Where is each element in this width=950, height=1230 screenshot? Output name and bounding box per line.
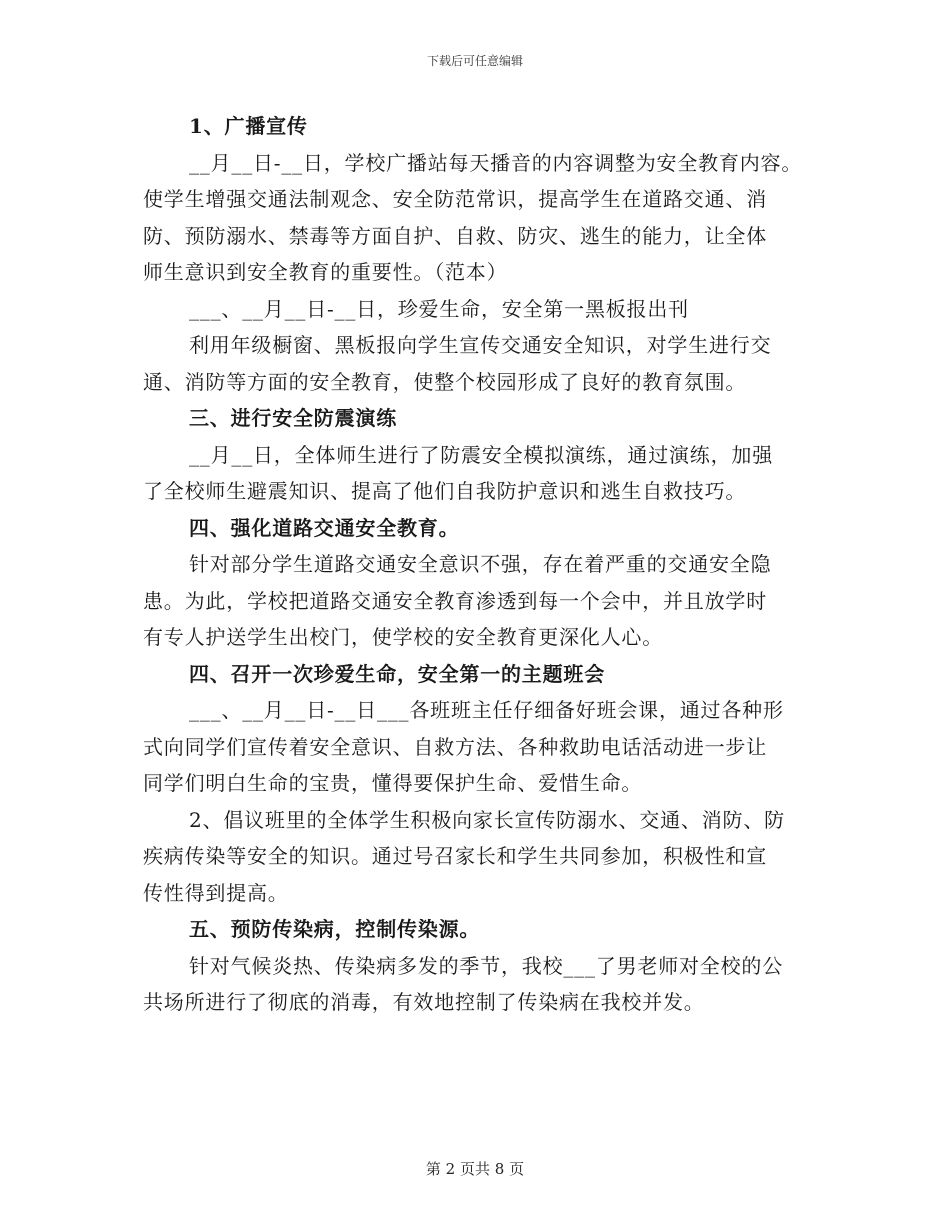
paragraph-line: 使学生增强交通法制观念、安全防范常识，提高学生在道路交通、消 [143,187,767,211]
section-heading: 五、预防传染病，控制传染源。 [189,917,481,941]
section-heading: 1、广播宣传 [189,114,308,138]
paragraph-line: 共场所进行了彻底的消毒，有效地控制了传染病在我校并发。 [143,990,705,1014]
paragraph-line: ___、__月__日-__日，珍爱生命，安全第一黑板报出刊 [189,296,689,321]
paragraph-line: 针对气候炎热、传染病多发的季节，我校___了男老师对全校的公 [189,953,783,978]
paragraph-line: __月__日-__日，学校广播站每天播音的内容调整为安全教育内容。 [189,150,803,175]
paragraph-line: 师生意识到安全教育的重要性。（范本） [143,260,508,284]
paragraph-line: 式向同学们宣传着安全意识、自救方法、各种救助电话活动进一步让 [143,734,767,759]
paragraph-line: 防、预防溺水、禁毒等方面自护、自救、防灾、逃生的能力，让全体 [143,223,767,248]
paragraph-line: 传性得到提高。 [143,880,289,905]
section-heading: 四、召开一次珍爱生命，安全第一的主题班会 [189,661,605,686]
paragraph-line: 同学们明白生命的宝贵，懂得要保护生命、爱惜生命。 [143,771,643,795]
paragraph-line: 有专人护送学生出校门，使学校的安全教育更深化人心。 [143,625,663,649]
paragraph-line: 患。为此，学校把道路交通安全教育渗透到每一个会中，并且放学时 [143,588,767,613]
page-number: 第 2 页共 8 页 [425,1160,525,1178]
paragraph-line: 通、消防等方面的安全教育，使整个校园形成了良好的教育氛围。 [143,369,747,394]
paragraph-line: 了全校师生避震知识、提高了他们自我防护意识和逃生自救技巧。 [143,479,747,503]
page-header: 下载后可任意编辑 [426,54,523,68]
section-heading: 四、强化道路交通安全教育。 [189,515,460,540]
paragraph-line: 利用年级橱窗、黑板报向学生宣传交通安全知识，对学生进行交 [189,333,772,357]
paragraph-line: ___、__月__日-__日___各班班主任仔细备好班会课，通过各种形 [189,698,784,722]
paragraph-line: 针对部分学生道路交通安全意识不强，存在着严重的交通安全隐 [189,552,772,576]
paragraph-line: 疾病传染等安全的知识。通过号召家长和学生共同参加，积极性和宣 [143,844,767,868]
document-body [143,108,823,1021]
section-heading: 三、进行安全防震演练 [189,406,397,430]
paragraph-line: 2、倡议班里的全体学生积极向家长宣传防溺水、交通、消防、防 [189,807,785,832]
paragraph-line: __月__日，全体师生进行了防震安全模拟演练，通过演练，加强 [189,442,773,467]
